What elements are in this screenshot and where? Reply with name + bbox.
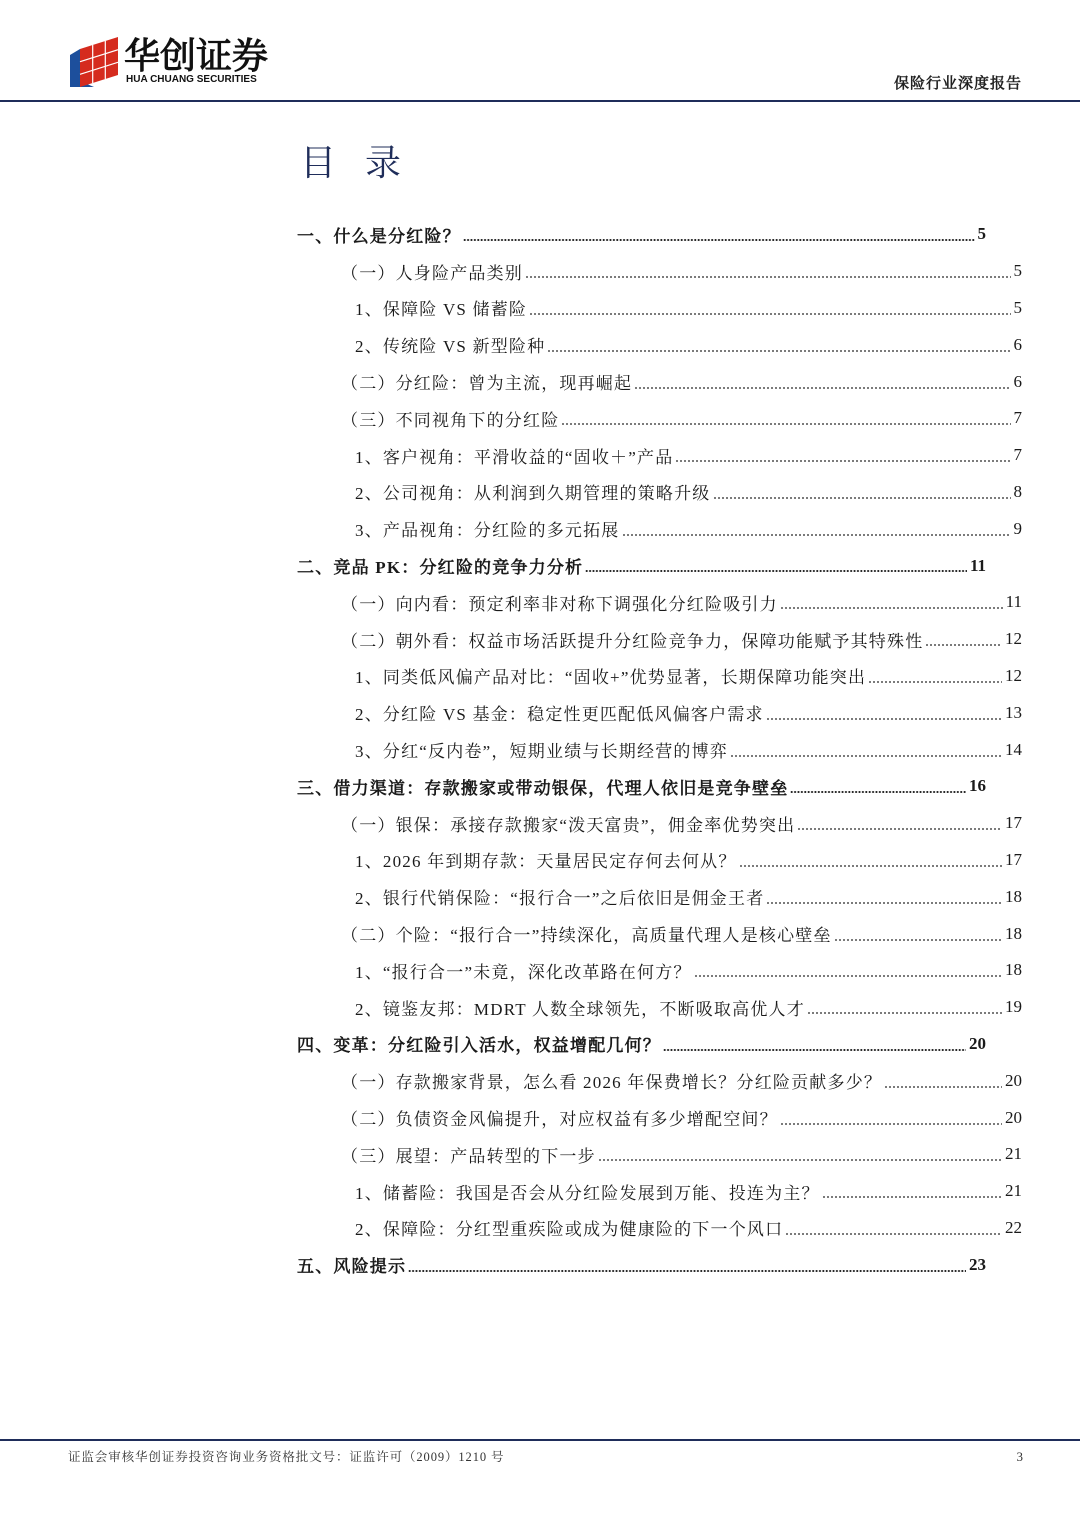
toc-entry-page: 11 bbox=[1005, 592, 1022, 612]
dot-leader bbox=[785, 1233, 1002, 1235]
toc-entry-page: 17 bbox=[1005, 813, 1022, 833]
toc-entry[interactable] bbox=[355, 842, 1022, 879]
toc-entry[interactable] bbox=[355, 437, 1022, 474]
toc-entry-page: 23 bbox=[969, 1254, 986, 1274]
toc-entry-page: 14 bbox=[1005, 739, 1022, 759]
toc-entry[interactable] bbox=[341, 805, 1022, 842]
toc-entry-page: 18 bbox=[1005, 960, 1022, 980]
toc-entry-page: 5 bbox=[1013, 297, 1022, 317]
toc-entry[interactable] bbox=[355, 952, 1022, 989]
report-type-label: 保险行业深度报告 bbox=[893, 76, 1022, 92]
dot-leader bbox=[463, 239, 975, 241]
dot-leader bbox=[408, 1270, 966, 1272]
dot-leader bbox=[780, 607, 1003, 609]
toc-entry[interactable] bbox=[297, 216, 986, 253]
logo-wordmark-en: HUA CHUANG SECURITIES bbox=[126, 74, 257, 85]
toc-entry-title: 3、产品视角：分红险的多元拓展 bbox=[355, 521, 620, 541]
toc-entry[interactable] bbox=[355, 989, 1022, 1026]
toc-entry[interactable] bbox=[297, 547, 986, 584]
toc-entry-title: （三）不同视角下的分红险 bbox=[341, 410, 560, 430]
toc-entry-page: 18 bbox=[1005, 886, 1022, 906]
toc-entry-title: （二）分红险：曾为主流，现再崛起 bbox=[341, 374, 633, 394]
dot-leader bbox=[766, 718, 1002, 720]
toc-entry[interactable] bbox=[355, 694, 1022, 731]
toc-entry-page: 12 bbox=[1005, 629, 1022, 649]
toc-entry-title: 1、同类低风偏产品对比：“固收+”优势显著，长期保障功能突出 bbox=[355, 668, 867, 688]
toc-entry-page: 5 bbox=[1013, 261, 1022, 281]
dot-leader bbox=[694, 975, 1002, 977]
toc-entry-page: 9 bbox=[1013, 518, 1022, 538]
toc-entry-title: 五、风险提示 bbox=[297, 1257, 407, 1277]
toc-entry-title: 四、变革：分红险引入活水，权益增配几何？ bbox=[297, 1036, 661, 1056]
toc-entry-title: 1、储蓄险：我国是否会从分红险发展到万能、投连为主？ bbox=[355, 1183, 820, 1203]
dot-leader bbox=[868, 681, 1002, 683]
dot-leader bbox=[790, 791, 966, 793]
dot-leader bbox=[797, 828, 1002, 830]
toc-entry-title: 三、借力渠道：存款搬家或带动银保，代理人依旧是竞争壁垒 bbox=[297, 778, 789, 798]
toc-entry[interactable] bbox=[297, 1246, 986, 1283]
toc-entry-title: 2、镜鉴友邦：MDRT 人数全球领先，不断吸取高优人才 bbox=[355, 999, 805, 1019]
toc-entry-page: 21 bbox=[1005, 1181, 1022, 1201]
dot-leader bbox=[663, 1049, 966, 1051]
toc-entry-title: 2、保障险：分红型重疾险或成为健康险的下一个风口 bbox=[355, 1220, 784, 1240]
footer-divider bbox=[0, 1439, 1080, 1441]
dot-leader bbox=[529, 313, 1010, 315]
dot-leader bbox=[884, 1086, 1002, 1088]
toc-entry-page: 17 bbox=[1005, 849, 1022, 869]
hua-chuang-logo-icon bbox=[70, 37, 118, 87]
dot-leader bbox=[713, 497, 1011, 499]
toc-entry[interactable] bbox=[355, 510, 1022, 547]
dot-leader bbox=[834, 939, 1002, 941]
dot-leader bbox=[585, 570, 967, 572]
dot-leader bbox=[598, 1159, 1002, 1161]
toc-entry[interactable] bbox=[355, 1210, 1022, 1247]
toc-entry-title: （一）银保：承接存款搬家“泼天富贵”，佣金率优势突出 bbox=[341, 815, 796, 835]
toc-entry-title: （一）存款搬家背景，怎么看 2026 年保费增长？分红险贡献多少？ bbox=[341, 1073, 883, 1093]
toc-entry-title: 2、传统险 VS 新型险种 bbox=[355, 337, 546, 357]
toc-entry-title: 二、竞品 PK：分红险的竞争力分析 bbox=[297, 558, 584, 578]
toc-entry[interactable] bbox=[297, 768, 986, 805]
dot-leader bbox=[766, 902, 1002, 904]
dot-leader bbox=[780, 1123, 1002, 1125]
toc-entry[interactable] bbox=[341, 621, 1022, 658]
toc-entry[interactable] bbox=[341, 915, 1022, 952]
dot-leader bbox=[561, 423, 1010, 425]
toc-entry[interactable] bbox=[297, 1026, 986, 1063]
toc-entry-title: 1、2026 年到期存款：天量居民定存何去何从？ bbox=[355, 852, 737, 872]
toc-entry-page: 16 bbox=[969, 776, 986, 796]
dot-leader bbox=[739, 865, 1002, 867]
toc-entry[interactable] bbox=[341, 584, 1022, 621]
toc-entry-page: 5 bbox=[977, 224, 986, 244]
dot-leader bbox=[525, 276, 1011, 278]
toc-entry[interactable] bbox=[355, 326, 1022, 363]
toc-entry-page: 20 bbox=[969, 1033, 986, 1053]
toc-entry-page: 6 bbox=[1013, 334, 1022, 354]
logo-wordmark-cn: 华创证券 bbox=[124, 35, 269, 76]
toc-entry-page: 20 bbox=[1005, 1070, 1022, 1090]
dot-leader bbox=[730, 755, 1002, 757]
toc-entry-page: 21 bbox=[1005, 1144, 1022, 1164]
toc-entry-title: 1、“报行合一”未竟，深化改革路在何方？ bbox=[355, 962, 692, 982]
toc-entry[interactable] bbox=[341, 253, 1022, 290]
toc-entry-page: 19 bbox=[1005, 997, 1022, 1017]
toc-title: 目 录 bbox=[300, 143, 412, 183]
toc-entry[interactable] bbox=[341, 400, 1022, 437]
toc-entry-title: （二）个险：“报行合一”持续深化，高质量代理人是核心壁垒 bbox=[341, 926, 832, 946]
toc-entry[interactable] bbox=[341, 1099, 1022, 1136]
toc-entry-page: 7 bbox=[1013, 408, 1022, 428]
toc-entry-title: 2、银行代销保险：“报行合一”之后依旧是佣金王者 bbox=[355, 889, 765, 909]
table-of-contents bbox=[0, 216, 1080, 1283]
toc-entry[interactable] bbox=[341, 363, 1022, 400]
dot-leader bbox=[634, 387, 1010, 389]
toc-entry-title: 2、公司视角：从利润到久期管理的策略升级 bbox=[355, 484, 711, 504]
toc-entry-title: 2、分红险 VS 基金：稳定性更匹配低风偏客户需求 bbox=[355, 705, 764, 725]
toc-entry-page: 12 bbox=[1005, 665, 1022, 685]
header-divider bbox=[0, 100, 1080, 102]
toc-entry-title: 3、分红“反内卷”，短期业绩与长期经营的博弈 bbox=[355, 742, 728, 762]
toc-entry-title: （二）负债资金风偏提升，对应权益有多少增配空间？ bbox=[341, 1110, 778, 1130]
toc-entry-title: （二）朝外看：权益市场活跃提升分红险竞争力，保障功能赋予其特殊性 bbox=[341, 631, 924, 651]
dot-leader bbox=[807, 1012, 1002, 1014]
footer-license-text: 证监会审核华创证券投资咨询业务资格批文号：证监许可（2009）1210 号 bbox=[68, 1450, 505, 1464]
toc-entry-page: 18 bbox=[1005, 923, 1022, 943]
toc-entry-page: 13 bbox=[1005, 702, 1022, 722]
toc-entry[interactable] bbox=[355, 474, 1022, 511]
toc-entry-page: 22 bbox=[1005, 1217, 1022, 1237]
dot-leader bbox=[547, 350, 1010, 352]
toc-entry-page: 8 bbox=[1013, 481, 1022, 501]
toc-entry-page: 7 bbox=[1013, 445, 1022, 465]
toc-entry-title: （一）向内看：预定利率非对称下调强化分红险吸引力 bbox=[341, 594, 778, 614]
toc-entry[interactable] bbox=[355, 658, 1022, 695]
toc-entry[interactable] bbox=[355, 731, 1022, 768]
dot-leader bbox=[925, 644, 1002, 646]
toc-entry-title: 一、什么是分红险？ bbox=[297, 226, 461, 246]
dot-leader bbox=[822, 1196, 1002, 1198]
toc-entry-title: （一）人身险产品类别 bbox=[341, 263, 523, 283]
toc-entry[interactable] bbox=[355, 878, 1022, 915]
toc-entry-title: 1、保障险 VS 储蓄险 bbox=[355, 300, 528, 320]
page-number: 3 bbox=[1016, 1449, 1023, 1464]
toc-entry[interactable] bbox=[355, 290, 1022, 327]
toc-entry[interactable] bbox=[355, 1173, 1022, 1210]
toc-entry-title: 1、客户视角：平滑收益的“固收＋”产品 bbox=[355, 447, 674, 467]
toc-entry-page: 6 bbox=[1013, 371, 1022, 391]
toc-entry[interactable] bbox=[341, 1062, 1022, 1099]
toc-entry-page: 11 bbox=[969, 555, 986, 575]
toc-entry-page: 20 bbox=[1005, 1107, 1022, 1127]
dot-leader bbox=[622, 534, 1011, 536]
toc-entry[interactable] bbox=[341, 1136, 1022, 1173]
toc-entry-title: （三）展望：产品转型的下一步 bbox=[341, 1146, 596, 1166]
dot-leader bbox=[675, 460, 1010, 462]
